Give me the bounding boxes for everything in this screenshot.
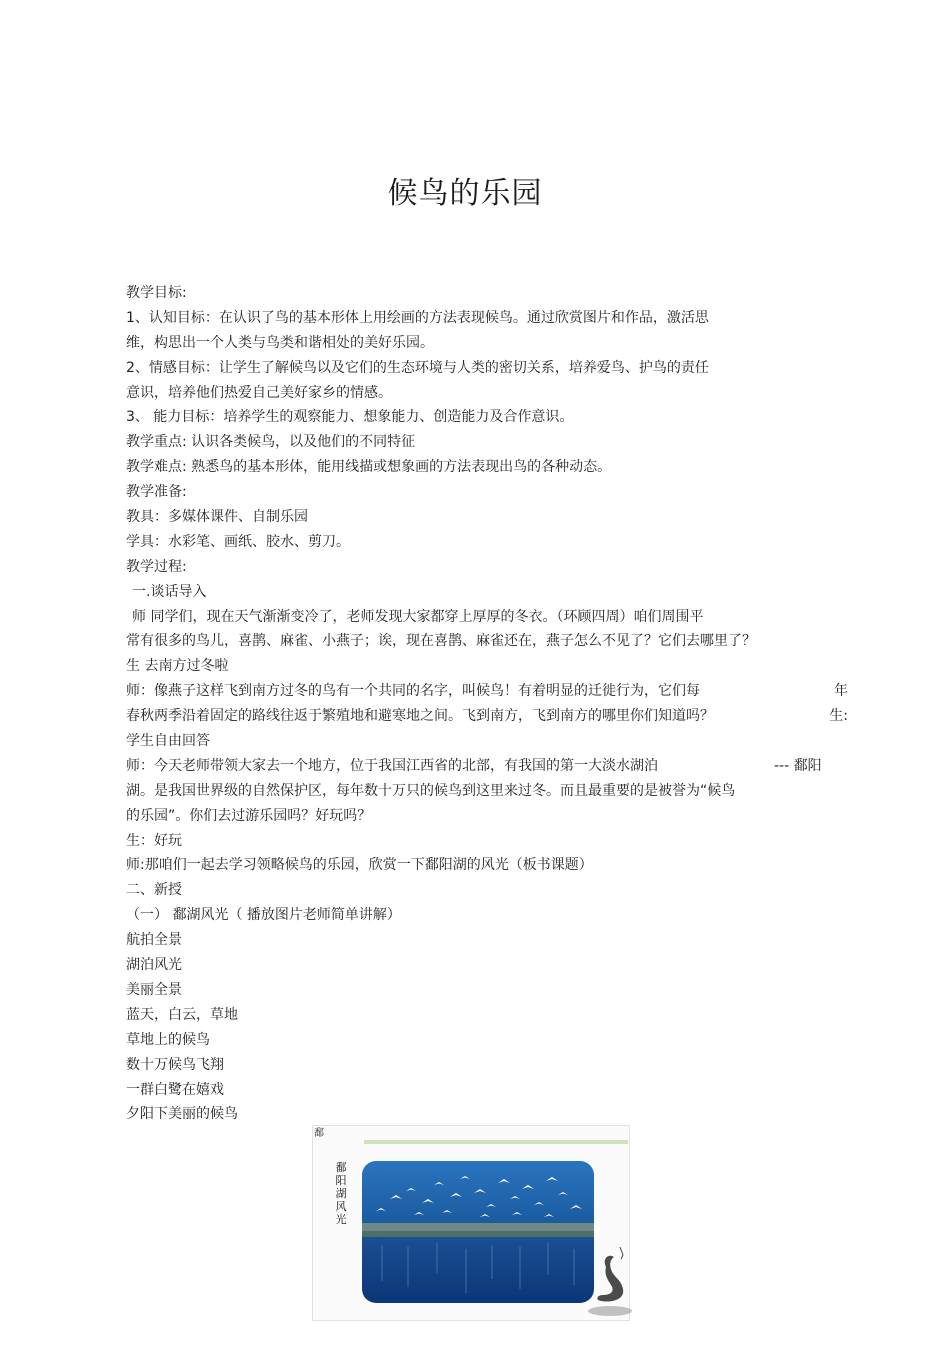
text-line: 师：今天老师带领大家去一个地方，位于我国江西省的北部，有我国的第一大淡水湖泊 — [126, 757, 658, 774]
right-fragment: --- 鄱阳 — [774, 757, 822, 774]
text-line: 一群白鹭在嬉戏 — [126, 1081, 224, 1098]
slide-top-bar — [364, 1140, 628, 1144]
text-line: 常有很多的鸟儿，喜鹊、麻雀、小燕子；诶，现在喜鹊、麻雀还在，燕子怎么不见了？它们去哪里了？ — [126, 633, 756, 650]
right-fragment: 生: — [829, 708, 848, 725]
text-line: 春秋两季沿着固定的路线往返于繁殖地和避寒地之间。飞到南方，飞到南方的哪里你们知道吗？ — [126, 708, 714, 725]
lake-photo — [362, 1161, 594, 1303]
text-line: 教具：多媒体课件、自制乐园 — [126, 509, 308, 526]
text-line: 湖泊风光 — [126, 957, 182, 974]
text-line: 航拍全景 — [126, 932, 182, 949]
right-fragment: 年 — [834, 683, 848, 700]
text-line-with-right — [126, 754, 856, 779]
text-line: 1、认知目标：在认识了鸟的基本形体上用绘画的方法表现候鸟。通过欣赏图片和作品，激活思 — [126, 309, 709, 326]
corner-mark: 鄱 — [314, 1128, 324, 1139]
text-line: 数十万候鸟飞翔 — [126, 1056, 224, 1073]
text-line: 美丽全景 — [126, 981, 182, 998]
text-line: 教学准备: — [126, 484, 187, 501]
shore-grass — [362, 1231, 594, 1237]
text-line: 一.谈话导入 — [132, 583, 207, 600]
document-body — [126, 281, 856, 1127]
text-line: 夕阳下美丽的候鸟 — [126, 1106, 238, 1123]
text-line: 教学难点: 熟悉鸟的基本形体，能用线描或想象画的方法表现出鸟的各种动态。 — [126, 459, 612, 476]
lake-slide-image — [312, 1125, 634, 1321]
text-line: 教学过程: — [126, 558, 187, 575]
text-line: 二、新授 — [126, 882, 182, 899]
slide-vertical-label: 鄱阳湖风光 — [335, 1161, 347, 1226]
text-line: 的乐园”。你们去过游乐园吗？好玩吗？ — [126, 807, 372, 824]
text-line: 3、 能力目标：培养学生的观察能力、想象能力、创造能力及合作意识。 — [126, 409, 574, 426]
page-title: 候鸟的乐园 — [387, 176, 543, 211]
text-line-with-right — [126, 679, 856, 704]
text-line: 学生自由回答 — [126, 733, 210, 750]
text-line: 草地上的候鸟 — [126, 1031, 210, 1048]
text-line-with-right — [126, 704, 856, 729]
text-line: 生 去南方过冬啦 — [126, 658, 229, 675]
text-line: 师：像燕子这样飞到南方过冬的鸟有一个共同的名字，叫候鸟！有着明显的迁徙行为，它们每 — [126, 683, 700, 700]
text-line: 教学重点: 认识各类候鸟，以及他们的不同特征 — [126, 434, 416, 451]
birds-over-lake-photo — [362, 1161, 594, 1303]
text-line: 2、情感目标：让学生了解候鸟以及它们的生态环境与人类的密切关系，培养爱鸟、护鸟的责任 — [126, 359, 709, 376]
swan-ink-decoration — [584, 1245, 634, 1321]
text-line: 意识，培养他们热爱自己美好家乡的情感。 — [126, 384, 392, 401]
text-line: 湖。是我国世界级的自然保护区，每年数十万只的候鸟到这里来过冬。而且最重要的是被誉为“候鸟 — [126, 782, 736, 799]
text-line: 维，构思出一个人类与鸟类和谐相处的美好乐园。 — [126, 334, 434, 351]
text-line: 生：好玩 — [126, 832, 182, 849]
sky — [362, 1161, 594, 1227]
text-line: 师 同学们，现在天气渐渐变冷了，老师发现大家都穿上厚厚的冬衣。（环顾四周）咱们周围平 — [132, 608, 704, 625]
water — [362, 1237, 594, 1303]
text-line: 学具：水彩笔、画纸、胶水、剪刀。 — [126, 533, 350, 550]
text-line: 教学目标: — [126, 285, 187, 301]
text-line: 师:那咱们一起去学习领略候鸟的乐园，欣赏一下鄱阳湖的风光（板书课题） — [126, 857, 593, 874]
text-line: （一） 鄱湖风光（ 播放图片老师简单讲解） — [126, 907, 401, 924]
text-line: 蓝天，白云，草地 — [126, 1006, 238, 1023]
